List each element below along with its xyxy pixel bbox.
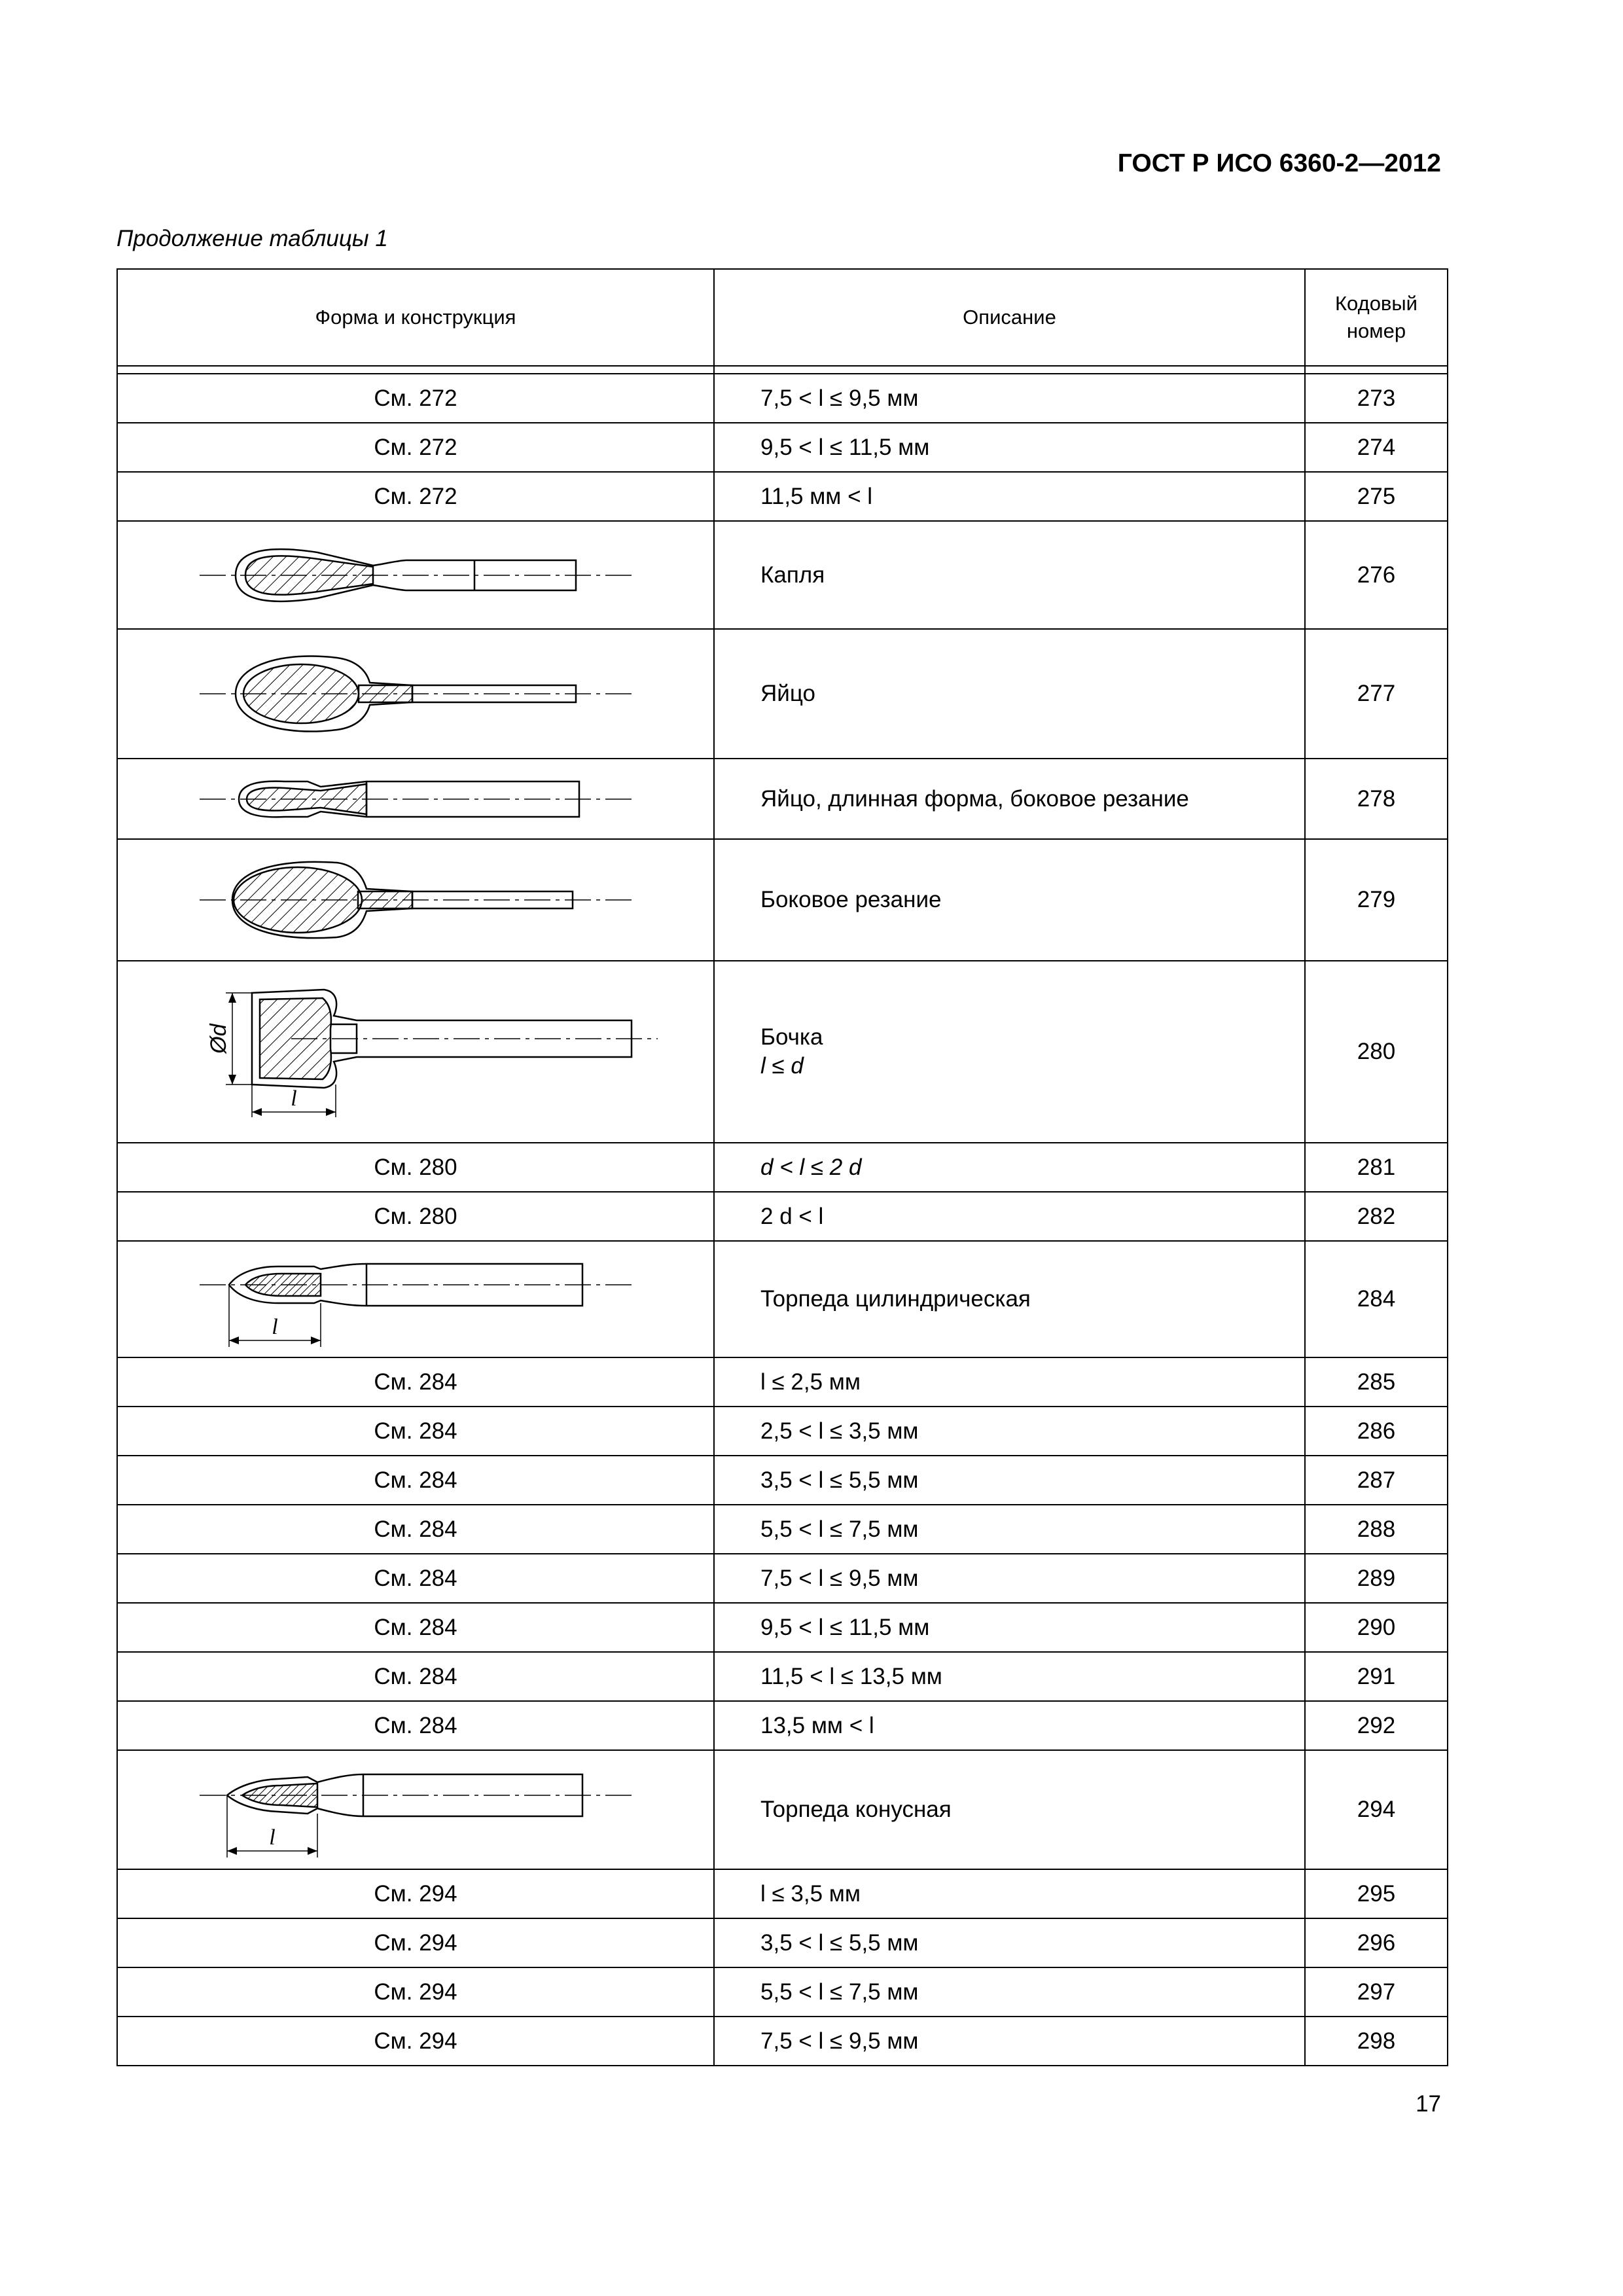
code-cell: 274	[1305, 423, 1448, 472]
form-cell: См. 284	[117, 1456, 714, 1505]
form-cell: См. 284	[117, 1652, 714, 1701]
table-row	[117, 1652, 1448, 1701]
form-cell: См. 284	[117, 1554, 714, 1603]
code-cell: 275	[1305, 472, 1448, 521]
table-row	[117, 374, 1448, 423]
code-cell: 278	[1305, 759, 1448, 839]
long-egg-bur-drawing	[187, 763, 645, 835]
code-cell: 287	[1305, 1456, 1448, 1505]
table-row	[117, 1241, 1448, 1357]
code-cell: 276	[1305, 521, 1448, 629]
description-cell: 3,5 < l ≤ 5,5 мм	[714, 1456, 1305, 1505]
code-cell: 280	[1305, 961, 1448, 1143]
description-cell: Яйцо, длинная форма, боковое резание	[714, 759, 1305, 839]
table-row	[117, 1192, 1448, 1241]
table-row	[117, 839, 1448, 961]
form-cell: См. 294	[117, 2017, 714, 2066]
description-cell: 9,5 < l ≤ 11,5 мм	[714, 1603, 1305, 1652]
description-cell: 13,5 мм < l	[714, 1701, 1305, 1750]
description-cell: l ≤ 2,5 мм	[714, 1357, 1305, 1407]
form-cell: См. 284	[117, 1505, 714, 1554]
description-cell: Капля	[714, 521, 1305, 629]
description-cell: Торпеда цилиндрическая	[714, 1241, 1305, 1357]
description-cell: 2,5 < l ≤ 3,5 мм	[714, 1407, 1305, 1456]
code-cell: 281	[1305, 1143, 1448, 1192]
description-cell: 9,5 < l ≤ 11,5 мм	[714, 423, 1305, 472]
table-row	[117, 1869, 1448, 1918]
code-cell: 284	[1305, 1241, 1448, 1357]
form-cell: См. 284	[117, 1357, 714, 1407]
form-cell: См. 284	[117, 1407, 714, 1456]
form-cell: См. 272	[117, 423, 714, 472]
code-cell: 273	[1305, 374, 1448, 423]
code-cell: 298	[1305, 2017, 1448, 2066]
form-cell	[117, 961, 714, 1143]
code-cell: 295	[1305, 1869, 1448, 1918]
form-cell: См. 284	[117, 1701, 714, 1750]
form-cell: См. 294	[117, 1869, 714, 1918]
description-cell: 7,5 < l ≤ 9,5 мм	[714, 1554, 1305, 1603]
form-cell	[117, 759, 714, 839]
dim-label-d: Ød	[206, 1024, 231, 1054]
form-cell: См. 294	[117, 1967, 714, 2017]
table-row	[117, 1554, 1448, 1603]
table-row	[117, 961, 1448, 1143]
code-cell: 296	[1305, 1918, 1448, 1967]
description-cell: Яйцо	[714, 629, 1305, 759]
egg-bur-drawing	[187, 638, 645, 749]
code-cell: 288	[1305, 1505, 1448, 1554]
description-cell: 11,5 мм < l	[714, 472, 1305, 521]
table-caption: Продолжение таблицы 1	[116, 226, 388, 251]
form-cell: См. 284	[117, 1603, 714, 1652]
code-cell: 291	[1305, 1652, 1448, 1701]
table-row	[117, 1357, 1448, 1407]
form-cell	[117, 521, 714, 629]
column-header-form: Форма и конструкция	[117, 269, 714, 366]
code-cell: 286	[1305, 1407, 1448, 1456]
form-cell	[117, 839, 714, 961]
code-cell: 277	[1305, 629, 1448, 759]
description-cell: 3,5 < l ≤ 5,5 мм	[714, 1918, 1305, 1967]
dim-label-l: l	[269, 1825, 276, 1850]
description-cell: 5,5 < l ≤ 7,5 мм	[714, 1505, 1305, 1554]
dim-label-l: l	[291, 1086, 297, 1111]
description-cell: 7,5 < l ≤ 9,5 мм	[714, 374, 1305, 423]
code-cell: 297	[1305, 1967, 1448, 2017]
form-cell: См. 272	[117, 472, 714, 521]
table-row	[117, 1143, 1448, 1192]
code-cell: 292	[1305, 1701, 1448, 1750]
description-cell: 5,5 < l ≤ 7,5 мм	[714, 1967, 1305, 2017]
page-number: 17	[1416, 2091, 1441, 2117]
table-row	[117, 423, 1448, 472]
conical-torpedo-bur-drawing	[187, 1756, 645, 1864]
form-cell: См. 280	[117, 1143, 714, 1192]
table-row	[117, 1603, 1448, 1652]
description-cell	[714, 961, 1305, 1143]
description-condition: l ≤ d	[760, 1053, 804, 1079]
form-cell	[117, 1241, 714, 1357]
table-row	[117, 1967, 1448, 2017]
barrel-bur-drawing	[167, 967, 664, 1137]
code-cell: 289	[1305, 1554, 1448, 1603]
table-row	[117, 2017, 1448, 2066]
column-header-description: Описание	[714, 269, 1305, 366]
code-cell: 290	[1305, 1603, 1448, 1652]
standard-code: ГОСТ Р ИСО 6360-2—2012	[1117, 149, 1441, 177]
code-cell: 294	[1305, 1750, 1448, 1869]
side-cut-bur-drawing	[187, 844, 645, 956]
dim-label-l: l	[272, 1314, 278, 1339]
table-row	[117, 472, 1448, 521]
form-cell: См. 272	[117, 374, 714, 423]
table-row	[117, 629, 1448, 759]
form-cell: См. 294	[117, 1918, 714, 1967]
table-row	[117, 1407, 1448, 1456]
table-row	[117, 759, 1448, 839]
form-cell	[117, 629, 714, 759]
description-cell: 11,5 < l ≤ 13,5 мм	[714, 1652, 1305, 1701]
code-cell: 285	[1305, 1357, 1448, 1407]
description-cell: d < l ≤ 2 d	[714, 1143, 1305, 1192]
description-cell: Боковое резание	[714, 839, 1305, 961]
table-row	[117, 1918, 1448, 1967]
description-cell: 2 d < l	[714, 1192, 1305, 1241]
description-title: Бочка	[760, 1024, 823, 1050]
cylindrical-torpedo-bur-drawing	[187, 1246, 645, 1354]
description-cell: 7,5 < l ≤ 9,5 мм	[714, 2017, 1305, 2066]
form-cell	[117, 1750, 714, 1869]
description-cell: Торпеда конусная	[714, 1750, 1305, 1869]
table-row	[117, 1750, 1448, 1869]
description-cell: l ≤ 3,5 мм	[714, 1869, 1305, 1918]
table-row	[117, 1456, 1448, 1505]
form-cell: См. 280	[117, 1192, 714, 1241]
shapes-table	[116, 268, 1448, 2066]
code-cell: 279	[1305, 839, 1448, 961]
drop-bur-drawing	[187, 526, 645, 624]
table-row	[117, 521, 1448, 629]
table-row	[117, 1701, 1448, 1750]
column-header-code: Кодовый номер	[1305, 269, 1448, 366]
table-row	[117, 1505, 1448, 1554]
code-cell: 282	[1305, 1192, 1448, 1241]
